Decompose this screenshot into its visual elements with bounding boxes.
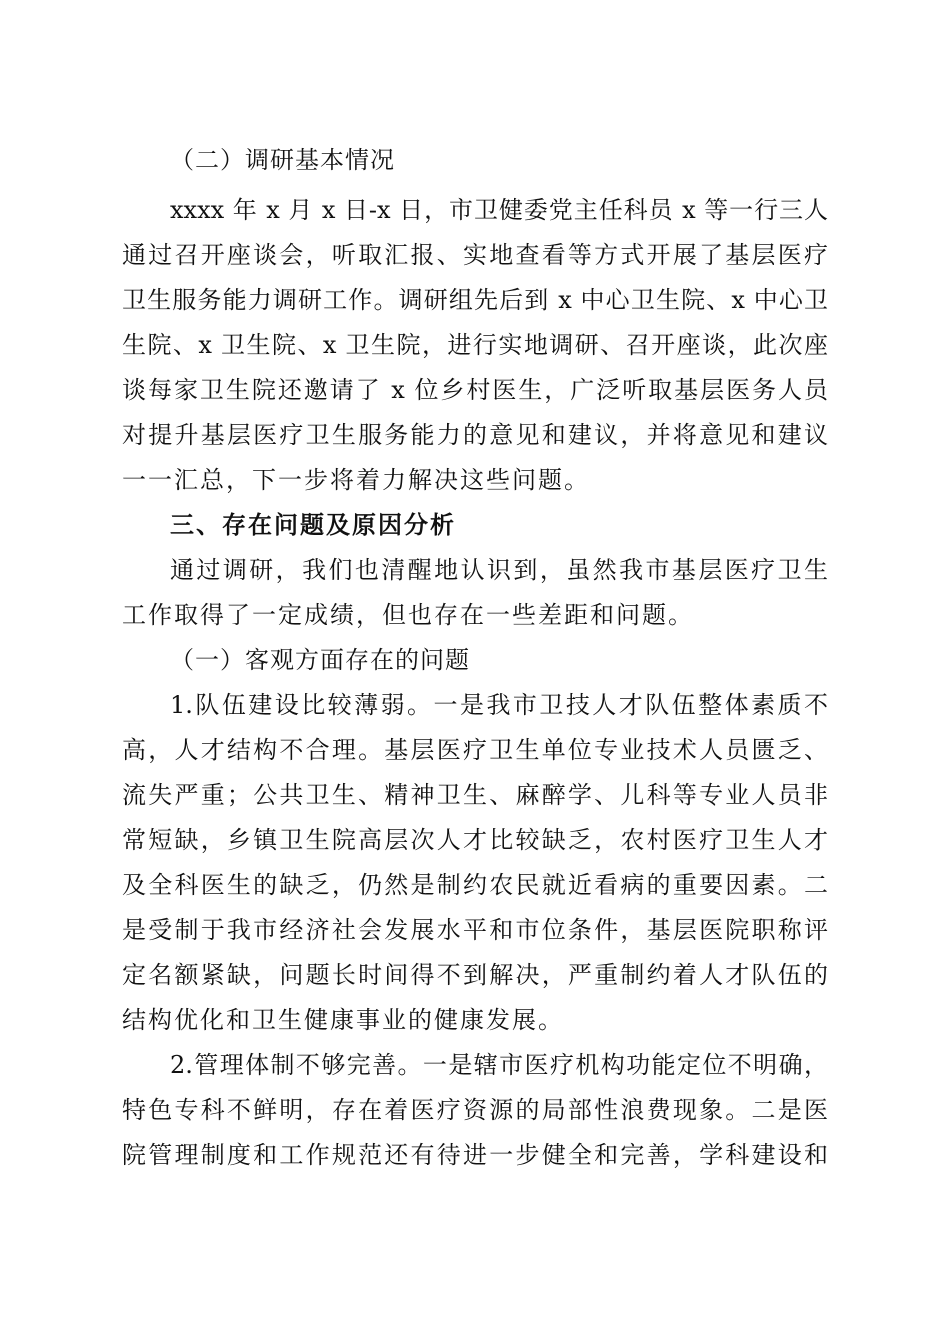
paragraph-line: 2.管理体制不够完善。一是辖市医疗机构功能定位不明确， bbox=[170, 1051, 828, 1079]
paragraph-line: 院管理制度和工作规范还有待进一步健全和完善，学科建设和 bbox=[122, 1141, 828, 1169]
section-heading-objective-problems: （一）客观方面存在的问题 bbox=[170, 646, 470, 674]
paragraph-line: 1.队伍建设比较薄弱。一是我市卫技人才队伍整体素质不 bbox=[170, 691, 828, 719]
paragraph-line: 通过召开座谈会，听取汇报、实地查看等方式开展了基层医疗 bbox=[122, 241, 828, 269]
paragraph-line: 是受制于我市经济社会发展水平和市位条件，基层医院职称评 bbox=[122, 916, 828, 944]
paragraph-line: 对提升基层医疗卫生服务能力的意见和建议，并将意见和建议 bbox=[122, 421, 828, 449]
paragraph-line: 一一汇总，下一步将着力解决这些问题。 bbox=[122, 466, 590, 494]
paragraph-line: 常短缺，乡镇卫生院高层次人才比较缺乏，农村医疗卫生人才 bbox=[122, 826, 828, 854]
paragraph-line: 生院、x 卫生院、x 卫生院，进行实地调研、召开座谈，此次座 bbox=[122, 331, 828, 359]
paragraph-line: 定名额紧缺，问题长时间得不到解决，严重制约着人才队伍的 bbox=[122, 961, 828, 989]
paragraph-line: 及全科医生的缺乏，仍然是制约农民就近看病的重要因素。二 bbox=[122, 871, 828, 899]
paragraph-line: 高，人才结构不合理。基层医疗卫生单位专业技术人员匮乏、 bbox=[122, 736, 828, 764]
paragraph-line: 结构优化和卫生健康事业的健康发展。 bbox=[122, 1006, 564, 1034]
paragraph-line: 通过调研，我们也清醒地认识到，虽然我市基层医疗卫生 bbox=[170, 556, 828, 584]
paragraph-line: 流失严重；公共卫生、精神卫生、麻醉学、儿科等专业人员非 bbox=[122, 781, 828, 809]
paragraph-line: 谈每家卫生院还邀请了 x 位乡村医生，广泛听取基层医务人员 bbox=[122, 376, 828, 404]
paragraph-line: 卫生服务能力调研工作。调研组先后到 x 中心卫生院、x 中心卫 bbox=[122, 286, 828, 314]
paragraph-line: 特色专科不鲜明，存在着医疗资源的局部性浪费现象。二是医 bbox=[122, 1096, 828, 1124]
paragraph-line: 工作取得了一定成绩，但也存在一些差距和问题。 bbox=[122, 601, 694, 629]
section-heading-research-overview: （二）调研基本情况 bbox=[170, 146, 395, 174]
section-heading-problems-analysis: 三、存在问题及原因分析 bbox=[170, 510, 456, 539]
paragraph-line: xxxx 年 x 月 x 日-x 日，市卫健委党主任科员 x 等一行三人 bbox=[170, 196, 828, 224]
